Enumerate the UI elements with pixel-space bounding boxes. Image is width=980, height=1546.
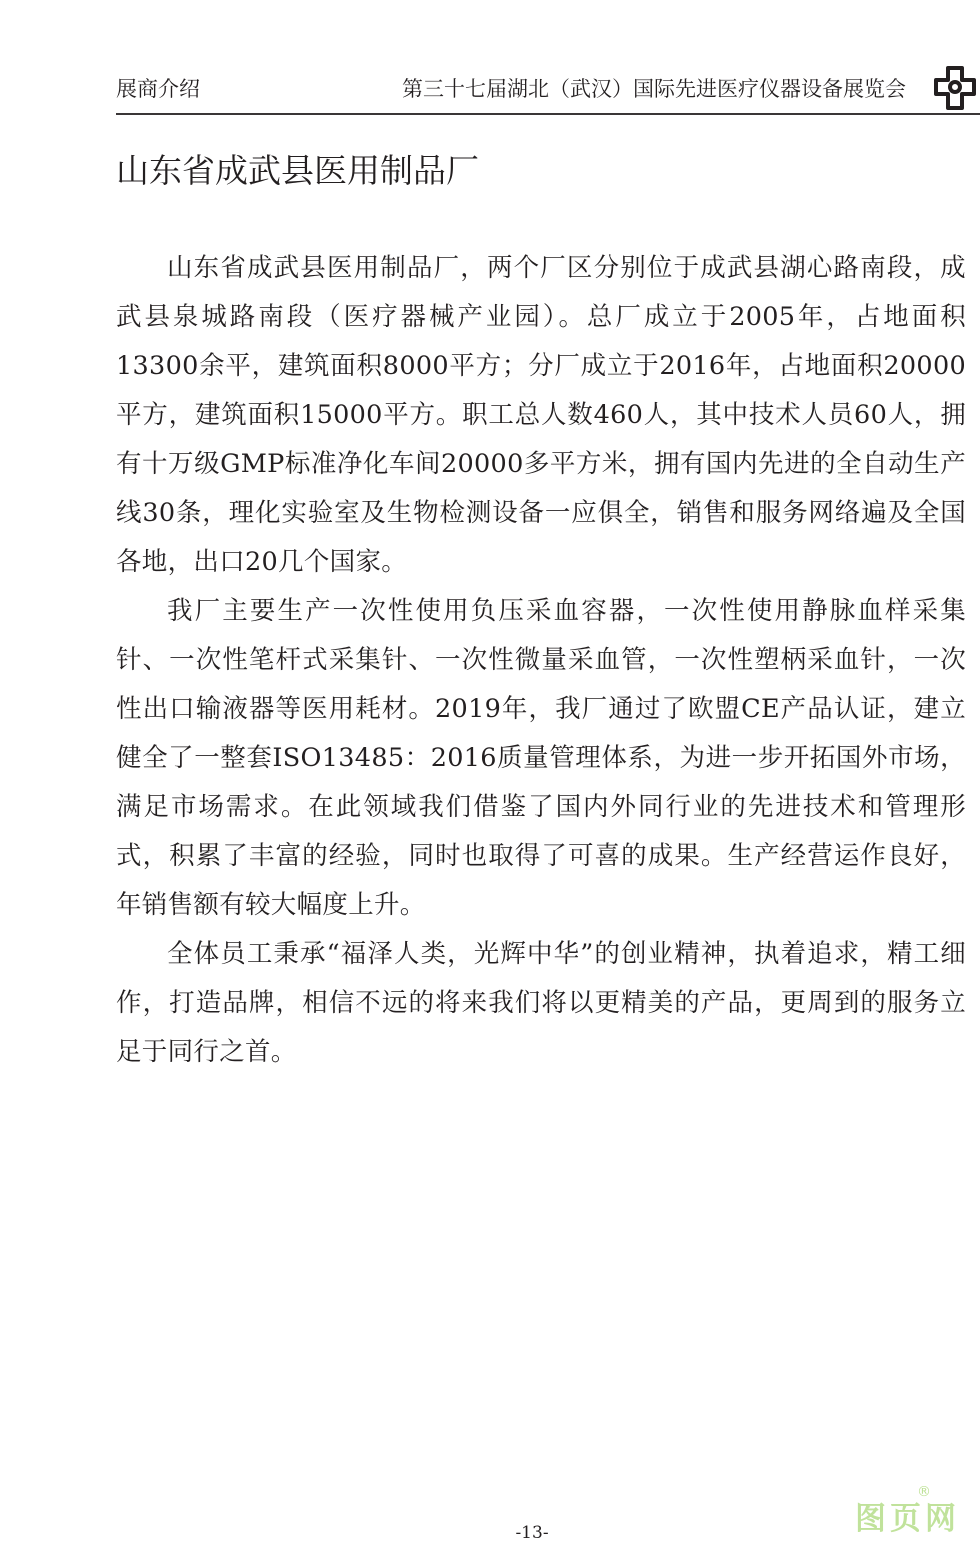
paragraph-mission: 全体员工秉承“福泽人类，光辉中华”的创业精神，执着追求，精工细作，打造品牌，相信不远的将来我们将以更精美的产品，更周到的服务立足于同行之首。	[116, 939, 966, 1067]
paragraph-company-overview: 山东省成武县医用制品厂，两个厂区分别位于成武县湖心路南段，成武县泉城路南段（医疗器械产业园）。总厂成立于2005年，占地面积13300余平，建筑面积8000平方；分厂成立于2016年，占地面积20000平方，建筑面积15000平方。职工总人数460人，其中技术人员60人，拥有十万级GMP标准净化车间20000多平方米，拥有国内先进的全自动生产线30条，理化实验室及生物检测设备一应俱全，销售和服务网络遍及全国各地，出口20几个国家。	[116, 253, 966, 577]
event-title: 第三十七届湖北（武汉）国际先进医疗仪器设备展览会	[402, 77, 906, 101]
registered-mark: ®	[917, 1484, 931, 1500]
section-label: 展商介绍	[116, 77, 200, 101]
page-number: -13-	[515, 1523, 549, 1543]
header-divider	[116, 113, 980, 115]
paragraph-products: 我厂主要生产一次性使用负压采血容器，一次性使用静脉血样采集针、一次性笔杆式采集针、一次性微量采血管，一次性塑柄采血针，一次性出口输液器等医用耗材。2019年，我厂通过了欧盟CE产品认证，建立健全了一整套ISO13485：2016质量管理体系，为进一步开拓国外市场，满足市场需求。在此领域我们借鉴了国内外同行业的先进技术和管理形式，积累了丰富的经验，同时也取得了可喜的成果。生产经营运作良好，年销售额有较大幅度上升。	[116, 596, 966, 920]
watermark-text: 图页网	[855, 1501, 960, 1537]
company-title: 山东省成武县医用制品厂	[116, 151, 479, 190]
article-body	[116, 244, 966, 1077]
exhibition-logo-icon	[930, 62, 980, 114]
